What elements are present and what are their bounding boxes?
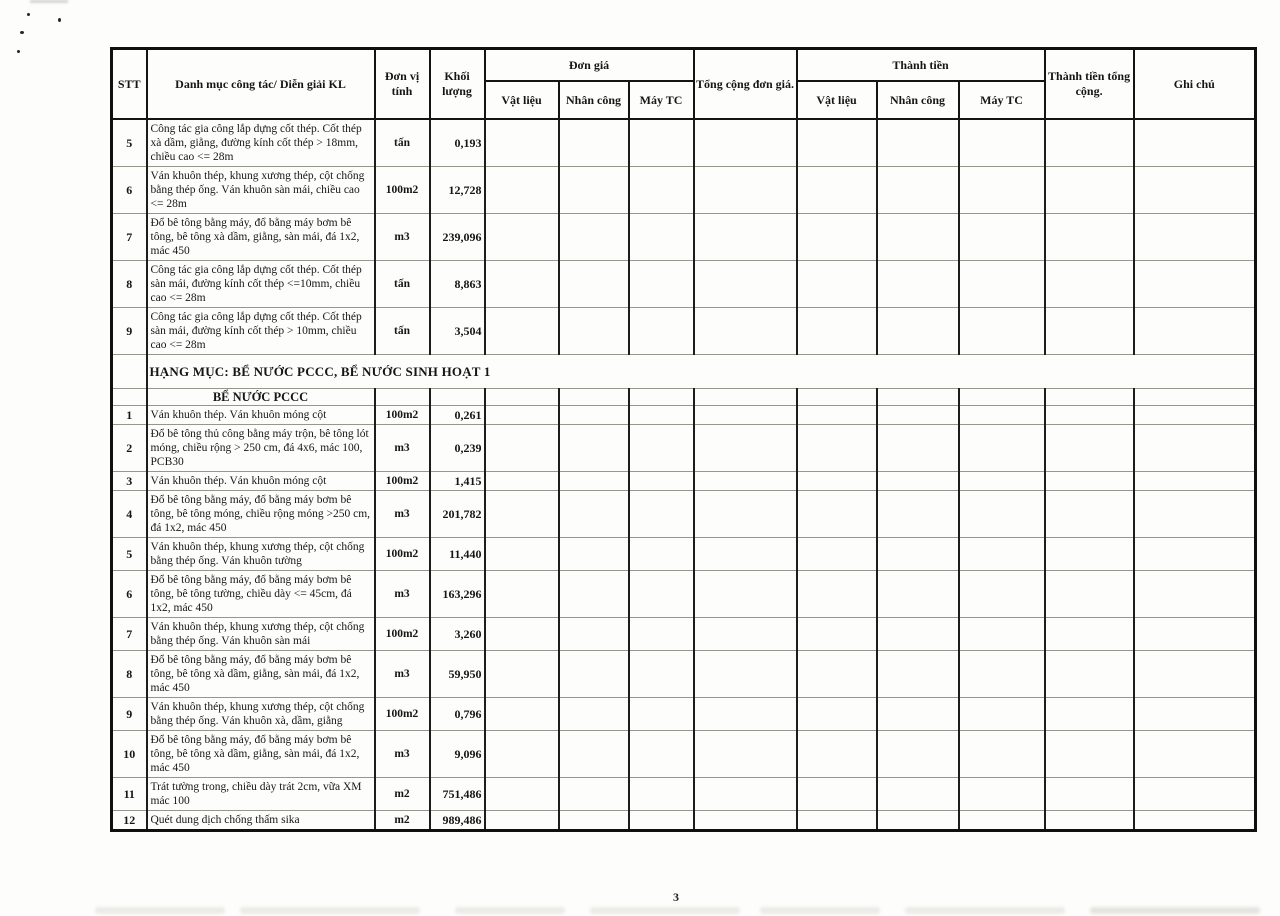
cell-empty bbox=[485, 651, 559, 698]
cell-empty bbox=[797, 571, 877, 618]
cell-empty bbox=[1045, 651, 1134, 698]
cell-description: Ván khuôn thép, khung xương thép, cột chống bằng thép ống. Ván khuôn sàn mái bbox=[147, 618, 375, 651]
cell-stt: 7 bbox=[112, 214, 147, 261]
cell-empty bbox=[485, 731, 559, 778]
cell-unit: m3 bbox=[375, 571, 430, 618]
cell-empty bbox=[959, 472, 1045, 491]
cell-empty bbox=[959, 261, 1045, 308]
cell-empty bbox=[959, 389, 1045, 406]
cell-empty bbox=[1134, 731, 1256, 778]
cell-empty bbox=[485, 571, 559, 618]
scan-band bbox=[0, 902, 1280, 916]
cell-empty bbox=[559, 389, 629, 406]
cell-unit: tấn bbox=[375, 308, 430, 355]
cell-empty bbox=[797, 472, 877, 491]
cell-unit: 100m2 bbox=[375, 698, 430, 731]
cell-description: Công tác gia công lắp dựng cốt thép. Cốt thép xà dầm, giằng, đường kính cốt thép > 18mm, chiều cao <= 28m bbox=[147, 119, 375, 167]
cell-empty bbox=[877, 261, 959, 308]
cell-quantity: 59,950 bbox=[430, 651, 485, 698]
cell-empty bbox=[797, 731, 877, 778]
cell-description: Trát tường trong, chiều dày trát 2cm, vữa XM mác 100 bbox=[147, 778, 375, 811]
cell-empty bbox=[1045, 778, 1134, 811]
cell-unit: m3 bbox=[375, 425, 430, 472]
cell-unit: m2 bbox=[375, 778, 430, 811]
header-nhan-cong: Nhân công bbox=[559, 81, 629, 119]
cell-empty bbox=[1134, 261, 1256, 308]
cell-stt: 4 bbox=[112, 491, 147, 538]
cell-description: Công tác gia công lắp dựng cốt thép. Cốt thép sàn mái, đường kính cốt thép <=10mm, chiều cao <= 28m bbox=[147, 261, 375, 308]
cell-empty bbox=[877, 389, 959, 406]
cell-empty bbox=[694, 472, 797, 491]
cell-empty bbox=[629, 491, 694, 538]
cell-empty bbox=[1045, 538, 1134, 571]
cell-unit: m3 bbox=[375, 651, 430, 698]
cell-empty bbox=[1134, 472, 1256, 491]
cell-empty bbox=[485, 425, 559, 472]
cell-empty bbox=[959, 811, 1045, 831]
cell-empty bbox=[485, 618, 559, 651]
table-row bbox=[112, 167, 1256, 214]
cell-empty bbox=[629, 308, 694, 355]
page-number: 3 bbox=[673, 890, 679, 904]
cell-quantity: 12,728 bbox=[430, 167, 485, 214]
header-thanh-tien-tong-cong: Thành tiền tổng cộng. bbox=[1045, 49, 1134, 120]
cell-stt: 8 bbox=[112, 651, 147, 698]
table-row bbox=[112, 618, 1256, 651]
scan-speck bbox=[58, 18, 61, 22]
cell-description: Đổ bê tông thủ công bằng máy trộn, bê tông lót móng, chiều rộng > 250 cm, đá 4x6, mác 100, PCB30 bbox=[147, 425, 375, 472]
cell-empty bbox=[1134, 571, 1256, 618]
table-row bbox=[112, 811, 1256, 831]
cell-empty bbox=[694, 731, 797, 778]
cell-quantity: 0,261 bbox=[430, 406, 485, 425]
cell-empty bbox=[1045, 491, 1134, 538]
cell-empty bbox=[1134, 214, 1256, 261]
cell-empty bbox=[559, 731, 629, 778]
cell-unit: 100m2 bbox=[375, 538, 430, 571]
cell-empty bbox=[629, 167, 694, 214]
cell-empty bbox=[959, 618, 1045, 651]
cell-empty bbox=[1045, 811, 1134, 831]
cell-unit: 100m2 bbox=[375, 406, 430, 425]
cell-unit: m3 bbox=[375, 214, 430, 261]
cell-description: Đổ bê tông bằng máy, đổ bằng máy bơm bê tông, bê tông xà dầm, giằng, sàn mái, đá 1x2, mác 450 bbox=[147, 651, 375, 698]
cell-description: Quét dung dịch chống thấm sika bbox=[147, 811, 375, 831]
cell-description: Đổ bê tông bằng máy, đổ bằng máy bơm bê tông, bê tông móng, chiều rộng móng >250 cm, đá 1x2, mác 450 bbox=[147, 491, 375, 538]
cell-stt: 9 bbox=[112, 698, 147, 731]
cell-empty bbox=[797, 406, 877, 425]
cell-empty bbox=[485, 119, 559, 167]
cell-empty bbox=[877, 698, 959, 731]
cell-empty bbox=[877, 571, 959, 618]
cell-stt: 9 bbox=[112, 308, 147, 355]
table-row bbox=[112, 472, 1256, 491]
table-row bbox=[112, 214, 1256, 261]
cell-stt: 6 bbox=[112, 571, 147, 618]
cell-description: Ván khuôn thép, khung xương thép, cột chống bằng thép ống. Ván khuôn xà, dầm, giằng bbox=[147, 698, 375, 731]
header-ghi-chu: Ghi chú bbox=[1134, 49, 1256, 120]
subsection-header-row bbox=[112, 389, 1256, 406]
cell-empty bbox=[559, 261, 629, 308]
cell-empty bbox=[694, 698, 797, 731]
cell-description: Đổ bê tông bằng máy, đổ bằng máy bơm bê tông, bê tông xà dầm, giằng, sàn mái, đá 1x2, mác 450 bbox=[147, 214, 375, 261]
cell-quantity: 0,193 bbox=[430, 119, 485, 167]
cell-empty bbox=[959, 571, 1045, 618]
cell-empty bbox=[1045, 698, 1134, 731]
cell-description: Đổ bê tông bằng máy, đổ bằng máy bơm bê tông, bê tông tường, chiều dày <= 45cm, đá 1x2, mác 450 bbox=[147, 571, 375, 618]
cell-empty bbox=[877, 406, 959, 425]
cell-empty bbox=[1045, 618, 1134, 651]
cell-empty bbox=[959, 778, 1045, 811]
cell-empty bbox=[485, 811, 559, 831]
cell-empty bbox=[559, 119, 629, 167]
cell-empty bbox=[485, 308, 559, 355]
cell-empty bbox=[959, 731, 1045, 778]
cell-unit: 100m2 bbox=[375, 472, 430, 491]
cell-empty bbox=[797, 119, 877, 167]
cell-empty bbox=[1134, 425, 1256, 472]
cell-empty bbox=[559, 491, 629, 538]
table-row bbox=[112, 651, 1256, 698]
cell-empty bbox=[959, 308, 1045, 355]
cell-empty bbox=[877, 651, 959, 698]
cell-quantity: 3,260 bbox=[430, 618, 485, 651]
cell-empty bbox=[1045, 214, 1134, 261]
cell-empty bbox=[485, 491, 559, 538]
table-row bbox=[112, 571, 1256, 618]
cell-unit: m3 bbox=[375, 491, 430, 538]
cell-quantity: 989,486 bbox=[430, 811, 485, 831]
header-tt-may-tc: Máy TC bbox=[959, 81, 1045, 119]
cell-empty bbox=[1134, 778, 1256, 811]
cell-empty bbox=[629, 571, 694, 618]
cell-unit: tấn bbox=[375, 119, 430, 167]
cell-empty bbox=[485, 406, 559, 425]
cell-empty bbox=[1045, 389, 1134, 406]
cell-stt: 7 bbox=[112, 618, 147, 651]
cell-empty bbox=[1134, 698, 1256, 731]
cell-empty bbox=[959, 698, 1045, 731]
cell-empty bbox=[559, 214, 629, 261]
cell-empty bbox=[797, 811, 877, 831]
cell-empty bbox=[797, 538, 877, 571]
table-row bbox=[112, 731, 1256, 778]
cell-empty bbox=[629, 425, 694, 472]
table-body bbox=[112, 119, 1256, 831]
cell-empty bbox=[485, 167, 559, 214]
cell-stt: 5 bbox=[112, 538, 147, 571]
cell-empty bbox=[877, 167, 959, 214]
cell-empty bbox=[797, 491, 877, 538]
cell-empty bbox=[559, 472, 629, 491]
cost-estimate-table bbox=[110, 47, 1257, 832]
cell-quantity: 1,415 bbox=[430, 472, 485, 491]
cell-empty bbox=[877, 811, 959, 831]
cell-unit: m3 bbox=[375, 731, 430, 778]
cell-unit: tấn bbox=[375, 261, 430, 308]
cell-stt: 6 bbox=[112, 167, 147, 214]
subsection-title: BỂ NƯỚC PCCC bbox=[147, 389, 375, 406]
cell-empty bbox=[629, 406, 694, 425]
cell-empty bbox=[959, 651, 1045, 698]
cell-empty bbox=[797, 261, 877, 308]
cell-empty bbox=[1045, 425, 1134, 472]
cell-quantity: 751,486 bbox=[430, 778, 485, 811]
cell-empty bbox=[559, 538, 629, 571]
cell-empty bbox=[797, 308, 877, 355]
cell-quantity: 9,096 bbox=[430, 731, 485, 778]
cell-empty bbox=[877, 491, 959, 538]
table-row bbox=[112, 119, 1256, 167]
cell-empty bbox=[559, 651, 629, 698]
header-tt-nhan-cong: Nhân công bbox=[877, 81, 959, 119]
cell-empty bbox=[1045, 731, 1134, 778]
cell-empty bbox=[485, 472, 559, 491]
scan-speck bbox=[20, 31, 24, 34]
cell-empty bbox=[375, 389, 430, 406]
cell-empty bbox=[1134, 308, 1256, 355]
cell-empty bbox=[877, 778, 959, 811]
cell-empty bbox=[797, 698, 877, 731]
cell-empty bbox=[959, 425, 1045, 472]
cell-stt: 8 bbox=[112, 261, 147, 308]
cell-empty bbox=[559, 406, 629, 425]
cell-empty bbox=[559, 618, 629, 651]
cell-empty bbox=[694, 571, 797, 618]
cell-stt: 5 bbox=[112, 119, 147, 167]
cell-empty bbox=[1134, 651, 1256, 698]
cell-empty bbox=[629, 214, 694, 261]
cell-empty bbox=[485, 214, 559, 261]
cell-empty bbox=[959, 538, 1045, 571]
scan-speck bbox=[17, 50, 20, 53]
cell-quantity: 163,296 bbox=[430, 571, 485, 618]
cell-quantity: 8,863 bbox=[430, 261, 485, 308]
cell-description: Ván khuôn thép. Ván khuôn móng cột bbox=[147, 472, 375, 491]
cell-empty bbox=[629, 119, 694, 167]
cell-empty bbox=[877, 425, 959, 472]
cell-empty bbox=[485, 778, 559, 811]
cell-empty bbox=[877, 618, 959, 651]
cell-empty bbox=[797, 425, 877, 472]
section-header-row bbox=[112, 355, 1256, 389]
cell-empty bbox=[559, 308, 629, 355]
cell-empty bbox=[959, 406, 1045, 425]
table-row bbox=[112, 491, 1256, 538]
cell-quantity: 0,239 bbox=[430, 425, 485, 472]
cell-description: Đổ bê tông bằng máy, đổ bằng máy bơm bê tông, bê tông xà dầm, giằng, sàn mái, đá 1x2, mác 450 bbox=[147, 731, 375, 778]
cell-empty bbox=[1045, 406, 1134, 425]
scan-smudge bbox=[30, 0, 68, 3]
cell-empty bbox=[694, 811, 797, 831]
cell-empty bbox=[1045, 119, 1134, 167]
section-title: HẠNG MỤC: BỂ NƯỚC PCCC, BỂ NƯỚC SINH HOẠT 1 bbox=[147, 355, 1256, 389]
cell-empty bbox=[1045, 167, 1134, 214]
cell-quantity: 0,796 bbox=[430, 698, 485, 731]
cell-quantity: 3,504 bbox=[430, 308, 485, 355]
cell-empty bbox=[797, 214, 877, 261]
cell-empty bbox=[694, 425, 797, 472]
header-vat-lieu: Vật liệu bbox=[485, 81, 559, 119]
header-group-don-gia: Đơn giá bbox=[485, 49, 694, 82]
cell-empty bbox=[1045, 261, 1134, 308]
table-row bbox=[112, 406, 1256, 425]
header-don-vi-tinh: Đơn vị tính bbox=[375, 49, 430, 120]
cell-empty bbox=[1134, 119, 1256, 167]
cell-empty bbox=[485, 389, 559, 406]
cell-empty bbox=[559, 425, 629, 472]
header-may-tc: Máy TC bbox=[629, 81, 694, 119]
cell-empty bbox=[959, 214, 1045, 261]
cell-description: Ván khuôn thép, khung xương thép, cột chống bằng thép ống. Ván khuôn tường bbox=[147, 538, 375, 571]
cell-empty bbox=[629, 389, 694, 406]
cell-empty bbox=[694, 167, 797, 214]
cell-empty bbox=[797, 618, 877, 651]
cell-empty bbox=[877, 214, 959, 261]
table-row bbox=[112, 261, 1256, 308]
cell-empty bbox=[797, 778, 877, 811]
cell-quantity: 11,440 bbox=[430, 538, 485, 571]
table-row bbox=[112, 425, 1256, 472]
cell-stt: 10 bbox=[112, 731, 147, 778]
cell-empty bbox=[877, 538, 959, 571]
header-stt: STT bbox=[112, 49, 147, 120]
cell-empty bbox=[559, 698, 629, 731]
cell-empty bbox=[1134, 167, 1256, 214]
cell-empty bbox=[694, 618, 797, 651]
table-row bbox=[112, 778, 1256, 811]
cell-empty bbox=[797, 389, 877, 406]
cell-stt: 3 bbox=[112, 472, 147, 491]
cell-empty bbox=[1134, 491, 1256, 538]
cell-empty bbox=[694, 214, 797, 261]
cell-empty bbox=[430, 389, 485, 406]
cell-unit: 100m2 bbox=[375, 618, 430, 651]
cell-empty bbox=[1134, 538, 1256, 571]
cell-stt: 2 bbox=[112, 425, 147, 472]
cell-empty bbox=[694, 389, 797, 406]
cell-unit: m2 bbox=[375, 811, 430, 831]
cell-empty bbox=[694, 308, 797, 355]
cell-description: Ván khuôn thép. Ván khuôn móng cột bbox=[147, 406, 375, 425]
cell-empty bbox=[959, 491, 1045, 538]
cell-empty bbox=[797, 651, 877, 698]
table-row bbox=[112, 308, 1256, 355]
cell-empty bbox=[1045, 571, 1134, 618]
table-header bbox=[112, 49, 1256, 120]
header-khoi-luong: Khối lượng bbox=[430, 49, 485, 120]
cell-empty bbox=[629, 698, 694, 731]
cell-empty bbox=[1045, 472, 1134, 491]
cell-empty bbox=[1045, 308, 1134, 355]
cell-empty bbox=[559, 571, 629, 618]
cell-stt: 11 bbox=[112, 778, 147, 811]
table-row bbox=[112, 698, 1256, 731]
cell-empty bbox=[694, 491, 797, 538]
cell-empty bbox=[694, 778, 797, 811]
cell-empty bbox=[1134, 811, 1256, 831]
cell-empty bbox=[877, 119, 959, 167]
cell-empty bbox=[1134, 618, 1256, 651]
cell-empty bbox=[559, 167, 629, 214]
cell-empty bbox=[877, 731, 959, 778]
cell-empty bbox=[1134, 389, 1256, 406]
cell-empty bbox=[959, 167, 1045, 214]
header-danh-muc: Danh mục công tác/ Diễn giải KL bbox=[147, 49, 375, 120]
cell-empty bbox=[877, 308, 959, 355]
cell-empty bbox=[559, 811, 629, 831]
cell-empty bbox=[694, 538, 797, 571]
cell-empty bbox=[694, 651, 797, 698]
cell-description: Ván khuôn thép, khung xương thép, cột chống bằng thép ống. Ván khuôn sàn mái, chiều cao <= 28m bbox=[147, 167, 375, 214]
cell-empty bbox=[1134, 406, 1256, 425]
cell-empty bbox=[559, 778, 629, 811]
scan-speck bbox=[27, 13, 30, 16]
cell-empty bbox=[694, 406, 797, 425]
cell-empty bbox=[877, 472, 959, 491]
cell-quantity: 201,782 bbox=[430, 491, 485, 538]
cell-unit: 100m2 bbox=[375, 167, 430, 214]
cell-description: Công tác gia công lắp dựng cốt thép. Cốt thép sàn mái, đường kính cốt thép > 10mm, chiều cao <= 28m bbox=[147, 308, 375, 355]
cell-empty bbox=[694, 261, 797, 308]
cell-empty bbox=[959, 119, 1045, 167]
cell-empty bbox=[485, 538, 559, 571]
cell-empty bbox=[629, 618, 694, 651]
cell-stt: 1 bbox=[112, 406, 147, 425]
cell-stt bbox=[112, 389, 147, 406]
cell-empty bbox=[485, 261, 559, 308]
header-tong-cong-don-gia: Tổng cộng đơn giá. bbox=[694, 49, 797, 120]
cell-empty bbox=[629, 731, 694, 778]
cell-empty bbox=[485, 698, 559, 731]
cell-empty bbox=[694, 119, 797, 167]
table-row bbox=[112, 538, 1256, 571]
cell-empty bbox=[629, 472, 694, 491]
cell-empty bbox=[629, 538, 694, 571]
cell-empty bbox=[629, 261, 694, 308]
cell-stt: 12 bbox=[112, 811, 147, 831]
cell-empty bbox=[797, 167, 877, 214]
header-tt-vat-lieu: Vật liệu bbox=[797, 81, 877, 119]
cell-stt bbox=[112, 355, 147, 389]
header-group-thanh-tien: Thành tiền bbox=[797, 49, 1045, 82]
cell-empty bbox=[629, 778, 694, 811]
cell-empty bbox=[629, 651, 694, 698]
cell-empty bbox=[629, 811, 694, 831]
cell-quantity: 239,096 bbox=[430, 214, 485, 261]
